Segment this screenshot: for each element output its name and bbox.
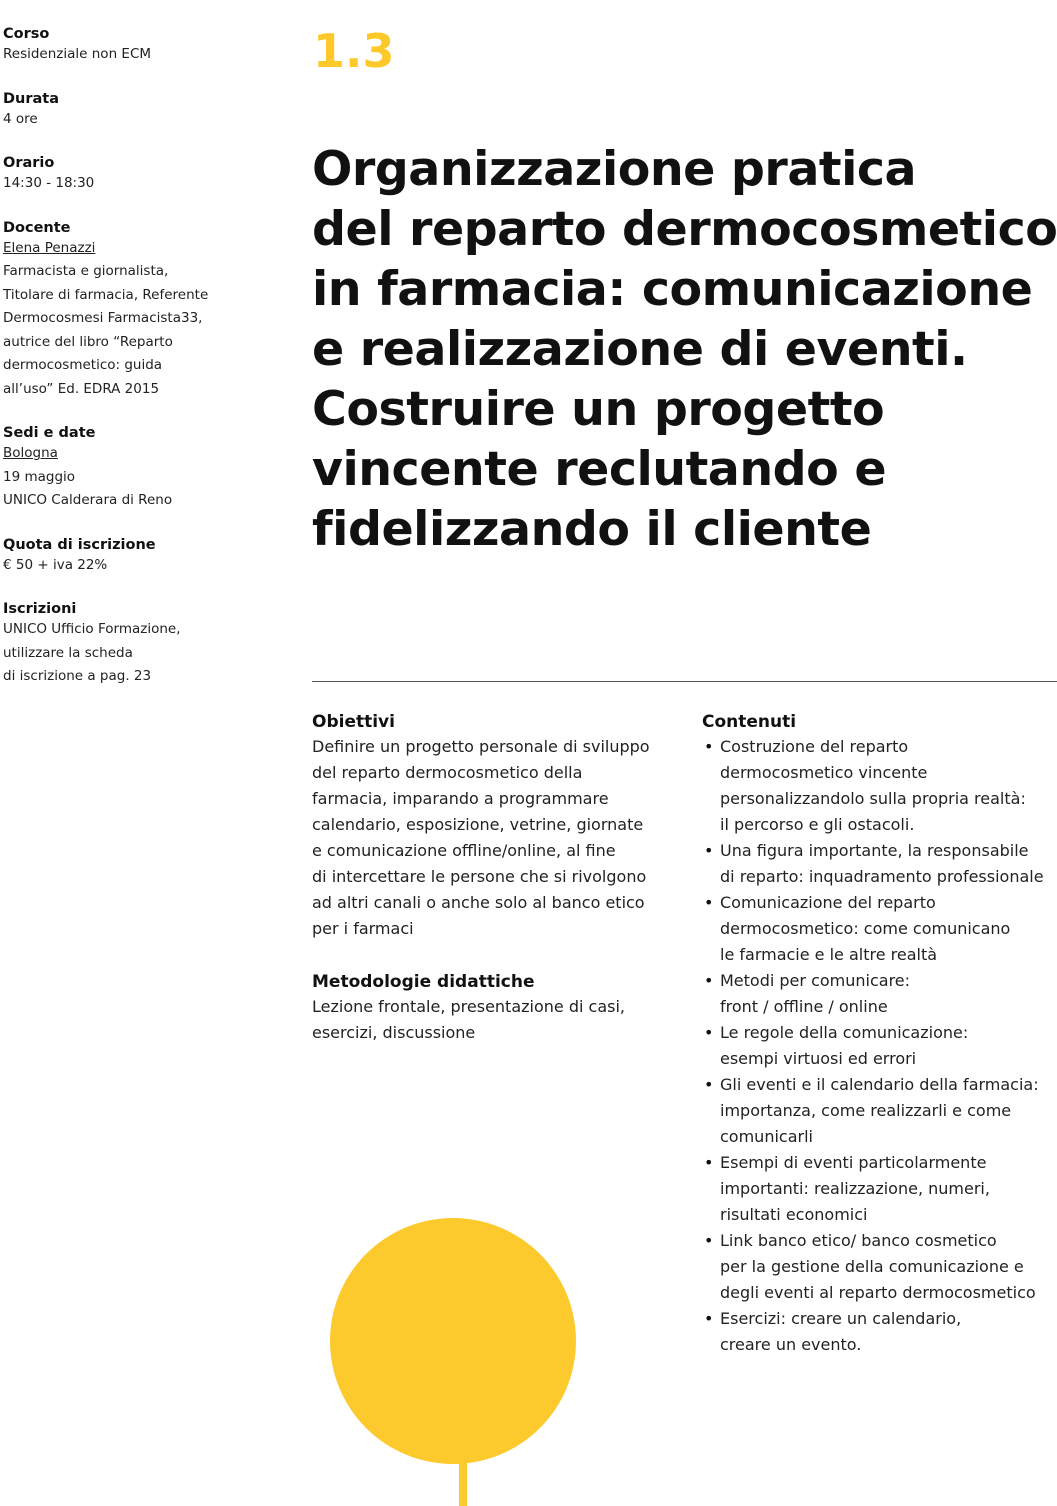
orario-block xyxy=(3,154,243,196)
durata-block xyxy=(3,90,243,132)
list-item xyxy=(702,1228,1057,1306)
contenuti-list xyxy=(702,734,1057,1358)
list-item-line: Esempi di eventi particolarmente xyxy=(720,1153,987,1172)
iscrizioni-block xyxy=(3,600,243,689)
divider xyxy=(312,681,1057,682)
sedi-date: 19 maggio xyxy=(3,468,76,485)
list-item-line: le farmacie e le altre realtà xyxy=(720,945,938,964)
decorative-stem xyxy=(459,1462,467,1506)
list-item xyxy=(702,968,1057,1020)
sedi-venue: UNICO Calderara di Reno xyxy=(3,492,173,508)
quota-value: € 50 + iva 22% xyxy=(3,556,108,573)
list-item-line: degli eventi al reparto dermocosmetico xyxy=(720,1283,1036,1302)
corso-value: Residenziale non ECM xyxy=(3,46,152,62)
list-item-line: dermocosmetico vincente xyxy=(720,763,928,782)
iscrizioni-line: utilizzare la scheda xyxy=(3,644,133,661)
obiettivi-line: calendario, esposizione, vetrine, giornate xyxy=(312,815,644,834)
docente-line: all’uso” Ed. EDRA 2015 xyxy=(3,380,160,397)
docente-line: Farmacista e giornalista, xyxy=(3,263,169,279)
list-item-line: Una figura importante, la responsabile xyxy=(720,841,1029,860)
contenuti-title: Contenuti xyxy=(702,712,797,732)
list-item xyxy=(702,1020,1057,1072)
list-item-line: esempi virtuosi ed errori xyxy=(720,1049,917,1068)
sedi-title: Sedi e date xyxy=(3,425,96,441)
bullet-icon: • xyxy=(704,1023,714,1042)
quota-title: Quota di iscrizione xyxy=(3,536,156,553)
iscrizioni-line: UNICO Ufficio Formazione, xyxy=(3,621,181,637)
docente-title: Docente xyxy=(3,219,71,236)
bullet-icon: • xyxy=(704,893,714,912)
list-item-line: Metodi per comunicare: xyxy=(720,971,911,990)
list-item-line: front / offline / online xyxy=(720,997,888,1016)
list-item xyxy=(702,1072,1057,1150)
metodologie-line: Lezione frontale, presentazione di casi, xyxy=(312,997,625,1016)
orario-title: Orario xyxy=(3,155,55,171)
bullet-icon: • xyxy=(704,971,714,990)
sidebar xyxy=(3,25,243,712)
title-line: Costruire un progetto xyxy=(312,382,885,437)
docente-line: dermocosmetico: guida xyxy=(3,357,163,373)
durata-title: Durata xyxy=(3,90,60,107)
title-line: fidelizzando il cliente xyxy=(312,502,872,557)
obiettivi-line: di intercettare le persone che si rivolgono xyxy=(312,867,647,886)
title-line: in farmacia: comunicazione xyxy=(312,262,1033,317)
list-item-line: creare un evento. xyxy=(720,1335,862,1354)
metodologie-line: esercizi, discussione xyxy=(312,1023,476,1042)
bullet-icon: • xyxy=(704,841,714,860)
list-item-line: Link banco etico/ banco cosmetico xyxy=(720,1231,997,1250)
left-column xyxy=(312,710,687,1046)
bullet-icon: • xyxy=(704,737,714,756)
bullet-icon: • xyxy=(704,1231,714,1250)
title-line: del reparto dermocosmetico xyxy=(312,202,1057,257)
list-item-line: Esercizi: creare un calendario, xyxy=(720,1309,962,1328)
docente-line: Titolare di farmacia, Referente xyxy=(3,286,209,303)
orario-value: 14:30 - 18:30 xyxy=(3,175,95,191)
list-item-line: risultati economici xyxy=(720,1205,868,1224)
bullet-icon: • xyxy=(704,1153,714,1172)
decorative-circle xyxy=(330,1218,576,1464)
list-item xyxy=(702,838,1057,890)
list-item-line: dermocosmetico: come comunicano xyxy=(720,919,1011,938)
list-item-line: Gli eventi e il calendario della farmacia: xyxy=(720,1075,1039,1094)
list-item-line: Le regole della comunicazione: xyxy=(720,1023,969,1042)
corso-title: Corso xyxy=(3,26,50,42)
list-item-line: per la gestione della comunicazione e xyxy=(720,1257,1024,1276)
docente-block xyxy=(3,219,243,402)
right-column xyxy=(702,710,1057,1358)
obiettivi-line: farmacia, imparando a programmare xyxy=(312,789,609,808)
obiettivi-line: ad altri canali o anche solo al banco etico xyxy=(312,893,645,912)
obiettivi-line: e comunicazione offline/online, al fine xyxy=(312,841,616,860)
sedi-city: Bologna xyxy=(3,445,58,461)
docente-line: Dermocosmesi Farmacista33, xyxy=(3,310,203,326)
bullet-icon: • xyxy=(704,1309,714,1328)
corso-block xyxy=(3,25,243,67)
title-line: vincente reclutando e xyxy=(312,442,887,497)
iscrizioni-line: di iscrizione a pag. 23 xyxy=(3,668,152,684)
obiettivi-line: Definire un progetto personale di sviluppo xyxy=(312,737,650,756)
obiettivi-title: Obiettivi xyxy=(312,712,395,732)
metodologie-title: Metodologie didattiche xyxy=(312,972,535,992)
list-item xyxy=(702,734,1057,838)
list-item-line: importanti: realizzazione, numeri, xyxy=(720,1179,990,1198)
iscrizioni-title: Iscrizioni xyxy=(3,601,77,617)
list-item-line: importanza, come realizzarli e come xyxy=(720,1101,1012,1120)
docente-name: Elena Penazzi xyxy=(3,239,96,256)
list-item-line: personalizzandolo sulla propria realtà: xyxy=(720,789,1026,808)
docente-line: autrice del libro “Reparto xyxy=(3,333,173,350)
list-item-line: il percorso e gli ostacoli. xyxy=(720,815,915,834)
section-number: 1.3 xyxy=(313,24,395,78)
list-item-line: comunicarli xyxy=(720,1127,813,1146)
title-line: e realizzazione di eventi. xyxy=(312,322,968,377)
bullet-icon: • xyxy=(704,1075,714,1094)
page-title xyxy=(312,140,1057,560)
list-item xyxy=(702,890,1057,968)
list-item-line: Costruzione del reparto xyxy=(720,737,909,756)
list-item xyxy=(702,1150,1057,1228)
list-item-line: di reparto: inquadramento professionale xyxy=(720,867,1044,886)
sedi-block xyxy=(3,424,243,513)
quota-block xyxy=(3,536,243,578)
obiettivi-line: per i farmaci xyxy=(312,919,414,938)
durata-value: 4 ore xyxy=(3,110,38,127)
list-item-line: Comunicazione del reparto xyxy=(720,893,936,912)
title-line: Organizzazione pratica xyxy=(312,142,917,197)
list-item xyxy=(702,1306,1057,1358)
obiettivi-line: del reparto dermocosmetico della xyxy=(312,763,583,782)
